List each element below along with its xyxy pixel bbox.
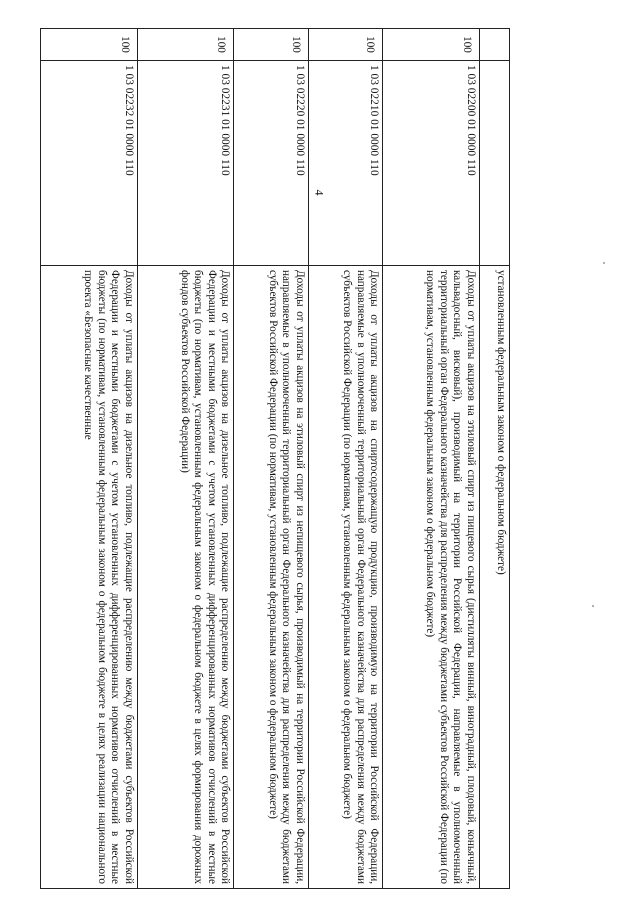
budget-code-cell: 1 03 02220 01 0000 110 xyxy=(234,61,308,266)
admin-code-cell: 100 xyxy=(137,29,234,61)
budget-code-cell xyxy=(479,61,509,266)
table-row xyxy=(479,29,509,889)
budget-code-cell: 1 03 02232 01 0000 110 xyxy=(41,61,138,266)
budget-code-cell: 1 03 02200 01 0000 110 xyxy=(383,61,480,266)
table-row xyxy=(383,29,480,889)
description-cell: Доходы от уплаты акцизов на этиловый спирт из пищевого сырья (дистилляты винный, виноградный, плодовый, коньячный, кальвадосный, висковый), производимый на территории Российской Федерации, направляемые в уполномоченный территориальный орган Федерального казначейства для распределения между бюджетами субъектов Российской Федерации (по нормативам, установленным федеральным законом о федеральном бюджете) xyxy=(383,266,480,889)
document-page xyxy=(40,28,510,888)
admin-code-cell: 100 xyxy=(383,29,480,61)
scan-speck xyxy=(592,605,594,607)
budget-code-cell: 1 03 02231 01 0000 110 xyxy=(137,61,234,266)
table-row xyxy=(41,29,138,889)
admin-code-cell: 100 xyxy=(234,29,308,61)
table-row xyxy=(137,29,234,889)
revenue-codes-table xyxy=(40,28,510,889)
budget-code-cell: 1 03 02210 01 0000 110 xyxy=(308,61,382,266)
description-cell: Доходы от уплаты акцизов на дизельное топливо, подлежащие распределению между бюджетами субъектов Российской Федерации и местными бюджетами с учетом установленных дифференцированных нормативов отчислений в местные бюджеты (по нормативам, установленным федеральным законом о федеральном бюджете в целях формирования дорожных фондов субъектов Российской Федерации) xyxy=(137,266,234,889)
admin-code-cell: 100 xyxy=(308,29,382,61)
page-number: 4 xyxy=(312,189,327,196)
description-cell: установленным федеральным законом о федеральном бюджете) xyxy=(479,266,509,889)
description-cell: Доходы от уплаты акцизов на этиловый спирт из непищевого сырья, производимый на территории Российской Федерации, направляемые в уполномоченный территориальный орган Федерального казначейства для распределения между бюджетами субъектов Российской Федерации (по нормативам, установленным федеральным законом о федеральном бюджете) xyxy=(234,266,308,889)
description-cell: Доходы от уплаты акцизов на спиртосодержащую продукцию, производимую на территории Российской Федерации, направляемые в уполномоченный территориальный орган Федерального казначейства для распределения между бюджетами субъектов Российской Федерации (по нормативам, установленным федеральным законом о федеральном бюджете) xyxy=(308,266,382,889)
admin-code-cell xyxy=(479,29,509,61)
scan-speck xyxy=(603,262,605,264)
admin-code-cell: 100 xyxy=(41,29,138,61)
table-row xyxy=(234,29,308,889)
description-cell: Доходы от уплаты акцизов на дизельное топливо, подлежащие распределению между бюджетами субъектов Российской Федерации и местными бюджетами с учетом установленных дифференцированных нормативов отчислений в местные бюджеты (по нормативам, установленным федеральным законом о федеральном бюджете в целях реализации национального проекта «Безопасные качественные xyxy=(41,266,138,889)
table-row xyxy=(308,29,382,889)
